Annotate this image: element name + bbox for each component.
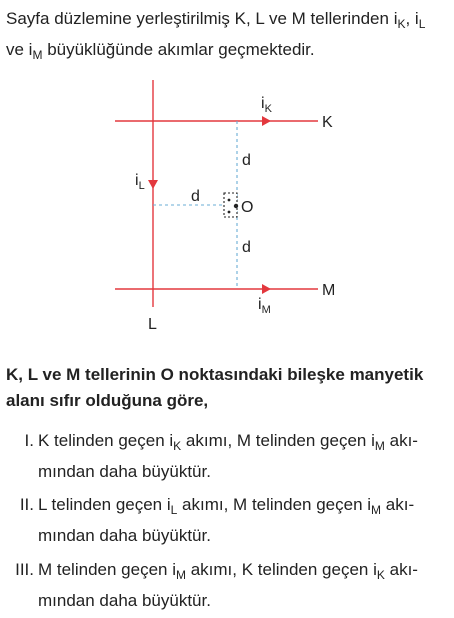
label-L: L: [148, 316, 157, 333]
wire-diagram: [0, 80, 454, 340]
subscript: K: [376, 568, 385, 582]
statement-part: M telinden geçen i: [38, 560, 176, 579]
current-M-label: $i_M$: [258, 296, 271, 316]
problem-intro: [6, 6, 450, 68]
subscript: L: [170, 503, 178, 517]
subscript: M: [374, 439, 385, 453]
statement-line-2: mından daha büyüktür.: [38, 526, 211, 545]
question-line-2: alanı sıfır olduğuna göre,: [6, 391, 209, 410]
intro-text: Sayfa düzlemine yerleştirilmiş K, L ve M tellerinden i: [6, 9, 398, 28]
statement-line-2: mından daha büyüktür.: [38, 591, 211, 610]
statement-part: akı-: [384, 560, 418, 579]
current-K-label: $i_K$: [261, 95, 272, 115]
statement-part: akı-: [384, 431, 418, 450]
wire-M-arrow: [262, 284, 271, 294]
statement-text: [38, 492, 452, 548]
distance-label-bottom: d: [242, 239, 251, 256]
statement-text: [38, 428, 452, 484]
current-L-label: $i_L$: [135, 172, 145, 192]
statement-number: II.: [19, 495, 34, 514]
intro-line-1: [6, 6, 450, 37]
subscript: M: [371, 503, 382, 517]
subscript-K: K: [397, 17, 406, 31]
subscript: M: [175, 568, 186, 582]
question-line-1: K, L ve M tellerinin O noktasındaki bileşke manyetik: [6, 365, 424, 384]
wire-L-arrow: [148, 180, 158, 189]
statement-number: III.: [15, 560, 34, 579]
statement-number: I.: [24, 431, 34, 450]
label-K: K: [322, 114, 333, 131]
statement-part: K telinden geçen i: [38, 431, 174, 450]
out-of-page-dot: [228, 211, 231, 214]
label-O: O: [241, 199, 254, 216]
intro-text: , i: [405, 9, 419, 28]
intro-text: büyüklüğünde akımlar geçmektedir.: [42, 40, 315, 59]
out-of-page-dot: [228, 199, 231, 202]
statement-part: akı-: [381, 495, 415, 514]
label-M: M: [322, 282, 336, 299]
subscript: K: [173, 439, 182, 453]
wire-K-arrow: [262, 116, 271, 126]
statement-line-2: mından daha büyüktür.: [38, 462, 211, 481]
intro-text: ve i: [6, 40, 33, 59]
distance-label-left: d: [191, 188, 200, 205]
statement-text: [38, 557, 452, 613]
statement-part: akımı, M telinden geçen i: [181, 431, 375, 450]
subscript-L: L: [418, 17, 426, 31]
subscript-M: M: [32, 48, 43, 62]
distance-label-top: d: [242, 152, 251, 169]
question-stem: [6, 362, 450, 414]
statement-part: akımı, K telinden geçen i: [185, 560, 377, 579]
statement-part: L telinden geçen i: [38, 495, 171, 514]
intro-line-2: [6, 37, 450, 68]
point-O-dot: [234, 204, 238, 208]
statement-part: akımı, M telinden geçen i: [177, 495, 372, 514]
